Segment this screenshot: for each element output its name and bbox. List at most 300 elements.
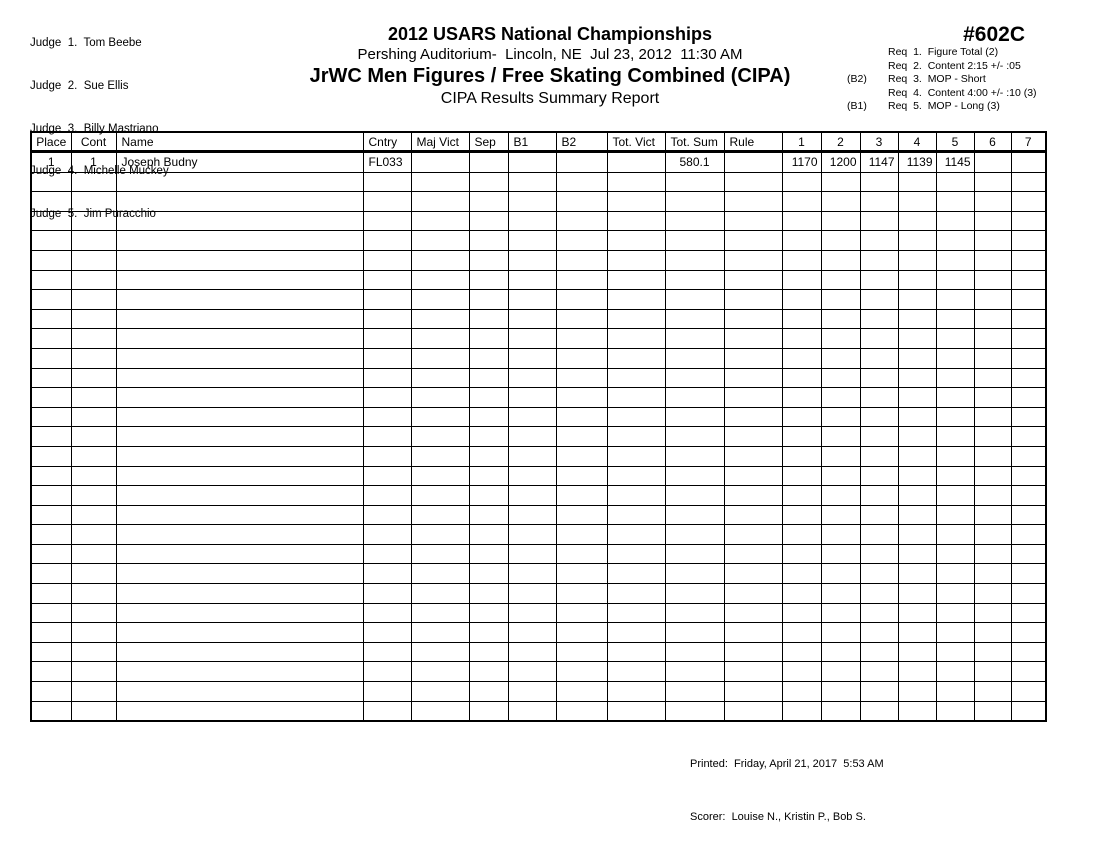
table-cell bbox=[469, 211, 508, 231]
table-cell bbox=[936, 427, 974, 447]
table-cell bbox=[508, 152, 556, 173]
table-cell bbox=[860, 388, 898, 408]
table-cell bbox=[974, 682, 1011, 702]
table-cell bbox=[821, 388, 860, 408]
column-header-6: 6 bbox=[974, 132, 1011, 152]
table-cell bbox=[821, 525, 860, 545]
table-cell bbox=[860, 329, 898, 349]
table-cell bbox=[936, 172, 974, 192]
table-cell bbox=[665, 544, 724, 564]
table-cell bbox=[556, 427, 607, 447]
table-cell bbox=[782, 525, 821, 545]
table-cell bbox=[411, 368, 469, 388]
table-cell bbox=[508, 466, 556, 486]
table-cell: 1145 bbox=[936, 152, 974, 173]
table-cell bbox=[71, 329, 116, 349]
table-cell bbox=[607, 623, 665, 643]
table-cell bbox=[724, 544, 782, 564]
table-cell bbox=[411, 662, 469, 682]
table-cell bbox=[1011, 290, 1046, 310]
table-cell bbox=[936, 388, 974, 408]
table-cell bbox=[974, 368, 1011, 388]
table-cell bbox=[974, 701, 1011, 721]
table-cell bbox=[607, 584, 665, 604]
table-cell bbox=[665, 231, 724, 251]
table-cell bbox=[469, 270, 508, 290]
table-cell bbox=[556, 466, 607, 486]
table-cell bbox=[724, 682, 782, 702]
table-cell bbox=[724, 525, 782, 545]
table-cell bbox=[469, 368, 508, 388]
table-cell bbox=[821, 446, 860, 466]
table-cell bbox=[782, 388, 821, 408]
table-cell bbox=[31, 701, 71, 721]
table-cell bbox=[860, 584, 898, 604]
venue-line: Pershing Auditorium- Lincoln, NE Jul 23, 2012 11:30 AM bbox=[357, 46, 743, 63]
table-cell bbox=[508, 701, 556, 721]
table-cell bbox=[469, 466, 508, 486]
table-cell bbox=[782, 623, 821, 643]
table-cell bbox=[116, 584, 363, 604]
table-cell bbox=[936, 544, 974, 564]
table-cell bbox=[665, 388, 724, 408]
table-cell bbox=[1011, 564, 1046, 584]
requirement-prefix: (B1) bbox=[847, 100, 867, 112]
table-cell bbox=[71, 192, 116, 212]
table-cell bbox=[936, 603, 974, 623]
table-cell bbox=[665, 466, 724, 486]
table-cell bbox=[860, 486, 898, 506]
table-cell bbox=[31, 388, 71, 408]
table-cell bbox=[782, 270, 821, 290]
table-cell bbox=[665, 329, 724, 349]
table-cell bbox=[411, 682, 469, 702]
table-cell bbox=[974, 427, 1011, 447]
table-cell bbox=[508, 564, 556, 584]
table-cell bbox=[469, 505, 508, 525]
table-cell bbox=[898, 250, 936, 270]
table-cell bbox=[821, 642, 860, 662]
table-cell bbox=[508, 231, 556, 251]
table-cell bbox=[607, 211, 665, 231]
empty-row bbox=[31, 603, 1046, 623]
table-cell bbox=[782, 682, 821, 702]
requirements-list bbox=[847, 46, 1039, 114]
table-cell bbox=[1011, 525, 1046, 545]
table-cell bbox=[71, 642, 116, 662]
table-cell bbox=[974, 172, 1011, 192]
table-cell bbox=[411, 329, 469, 349]
table-cell bbox=[469, 564, 508, 584]
table-cell bbox=[936, 466, 974, 486]
table-cell bbox=[1011, 466, 1046, 486]
table-cell bbox=[665, 250, 724, 270]
table-cell bbox=[31, 329, 71, 349]
table-cell bbox=[363, 603, 411, 623]
table-cell bbox=[556, 152, 607, 173]
column-header-sep: Sep bbox=[469, 132, 508, 152]
table-cell bbox=[116, 525, 363, 545]
table-cell bbox=[860, 290, 898, 310]
table-cell bbox=[607, 427, 665, 447]
table-cell bbox=[411, 486, 469, 506]
requirement-line bbox=[847, 100, 1039, 114]
table-cell bbox=[116, 290, 363, 310]
table-cell bbox=[898, 642, 936, 662]
table-cell bbox=[508, 544, 556, 564]
empty-row bbox=[31, 584, 1046, 604]
empty-row bbox=[31, 270, 1046, 290]
table-cell bbox=[1011, 270, 1046, 290]
table-cell bbox=[898, 682, 936, 702]
table-cell bbox=[31, 211, 71, 231]
table-cell bbox=[607, 603, 665, 623]
empty-row bbox=[31, 486, 1046, 506]
table-cell bbox=[556, 290, 607, 310]
table-cell bbox=[1011, 486, 1046, 506]
table-cell bbox=[556, 192, 607, 212]
table-header-row bbox=[31, 132, 1046, 152]
table-cell bbox=[556, 682, 607, 702]
table-cell bbox=[508, 270, 556, 290]
table-cell bbox=[782, 701, 821, 721]
table-cell bbox=[363, 505, 411, 525]
table-cell bbox=[31, 564, 71, 584]
requirement-text: Req 2. Content 2:15 +/- :05 bbox=[888, 59, 1021, 72]
table-cell bbox=[936, 446, 974, 466]
table-cell bbox=[469, 348, 508, 368]
column-header-maj-vict: Maj Vict bbox=[411, 132, 469, 152]
table-cell bbox=[936, 211, 974, 231]
table-cell bbox=[665, 662, 724, 682]
table-cell bbox=[363, 446, 411, 466]
table-cell bbox=[898, 701, 936, 721]
table-cell bbox=[974, 564, 1011, 584]
judge-line: Judge 2. Sue Ellis bbox=[30, 80, 129, 93]
table-cell: 1147 bbox=[860, 152, 898, 173]
table-cell bbox=[724, 348, 782, 368]
table-cell bbox=[724, 505, 782, 525]
table-cell bbox=[860, 525, 898, 545]
table-cell bbox=[469, 446, 508, 466]
column-header-place: Place bbox=[31, 132, 71, 152]
table-cell bbox=[556, 564, 607, 584]
table-cell bbox=[821, 623, 860, 643]
table-cell bbox=[363, 388, 411, 408]
table-cell bbox=[556, 309, 607, 329]
table-cell bbox=[607, 525, 665, 545]
table-cell bbox=[508, 211, 556, 231]
column-header-cont: Cont bbox=[71, 132, 116, 152]
table-cell bbox=[936, 662, 974, 682]
table-cell bbox=[665, 486, 724, 506]
table-cell bbox=[607, 388, 665, 408]
table-cell bbox=[974, 603, 1011, 623]
table-cell bbox=[1011, 231, 1046, 251]
table-cell bbox=[860, 466, 898, 486]
event-number: #602C bbox=[963, 23, 1025, 46]
table-cell bbox=[974, 348, 1011, 368]
table-cell bbox=[898, 407, 936, 427]
table-cell bbox=[860, 662, 898, 682]
table-cell bbox=[508, 584, 556, 604]
table-cell bbox=[821, 270, 860, 290]
table-cell bbox=[936, 368, 974, 388]
table-cell bbox=[724, 388, 782, 408]
table-cell bbox=[724, 662, 782, 682]
table-cell bbox=[974, 525, 1011, 545]
table-cell bbox=[556, 172, 607, 192]
table-cell bbox=[116, 486, 363, 506]
table-cell bbox=[860, 368, 898, 388]
table-cell bbox=[1011, 348, 1046, 368]
table-cell bbox=[556, 486, 607, 506]
table-cell bbox=[821, 290, 860, 310]
table-cell bbox=[974, 623, 1011, 643]
table-cell bbox=[607, 368, 665, 388]
table-cell bbox=[31, 231, 71, 251]
table-cell bbox=[363, 211, 411, 231]
table-cell bbox=[556, 544, 607, 564]
table-cell bbox=[665, 505, 724, 525]
table-cell bbox=[508, 290, 556, 310]
table-cell bbox=[1011, 682, 1046, 702]
table-cell bbox=[860, 505, 898, 525]
table-cell bbox=[607, 250, 665, 270]
table-cell bbox=[31, 544, 71, 564]
column-header-2: 2 bbox=[821, 132, 860, 152]
table-cell bbox=[71, 368, 116, 388]
table-cell bbox=[411, 407, 469, 427]
table-cell bbox=[782, 368, 821, 388]
table-cell bbox=[469, 486, 508, 506]
table-cell bbox=[363, 642, 411, 662]
table-cell bbox=[556, 407, 607, 427]
table-cell bbox=[821, 584, 860, 604]
table-cell bbox=[607, 446, 665, 466]
table-cell bbox=[821, 348, 860, 368]
table-cell bbox=[974, 407, 1011, 427]
table-cell bbox=[556, 368, 607, 388]
table-cell bbox=[71, 250, 116, 270]
table-cell bbox=[936, 348, 974, 368]
table-cell bbox=[724, 309, 782, 329]
table-cell: 1200 bbox=[821, 152, 860, 173]
table-cell bbox=[898, 309, 936, 329]
table-cell bbox=[31, 407, 71, 427]
table-cell bbox=[1011, 368, 1046, 388]
table-cell bbox=[724, 250, 782, 270]
event-info-block bbox=[847, 24, 1039, 114]
table-cell bbox=[469, 407, 508, 427]
table-cell bbox=[860, 407, 898, 427]
table-cell bbox=[607, 152, 665, 173]
empty-row bbox=[31, 250, 1046, 270]
table-cell bbox=[116, 309, 363, 329]
table-cell bbox=[936, 525, 974, 545]
table-cell bbox=[508, 682, 556, 702]
column-header-name: Name bbox=[116, 132, 363, 152]
requirement-prefix bbox=[847, 60, 888, 74]
table-cell bbox=[71, 525, 116, 545]
requirement-text: Req 4. Content 4:00 +/- :10 (3) bbox=[888, 86, 1037, 99]
table-cell bbox=[116, 682, 363, 702]
table-cell bbox=[508, 446, 556, 466]
table-cell bbox=[860, 192, 898, 212]
table-cell bbox=[974, 329, 1011, 349]
table-cell bbox=[607, 505, 665, 525]
table-cell bbox=[724, 466, 782, 486]
table-cell bbox=[469, 544, 508, 564]
table-cell bbox=[974, 544, 1011, 564]
empty-row bbox=[31, 623, 1046, 643]
table-cell bbox=[860, 270, 898, 290]
table-cell bbox=[607, 564, 665, 584]
table-cell bbox=[974, 290, 1011, 310]
table-cell bbox=[665, 584, 724, 604]
table-cell bbox=[821, 662, 860, 682]
table-cell bbox=[607, 290, 665, 310]
empty-row bbox=[31, 329, 1046, 349]
table-cell bbox=[71, 407, 116, 427]
table-cell bbox=[724, 231, 782, 251]
table-cell bbox=[821, 368, 860, 388]
table-cell bbox=[898, 270, 936, 290]
table-cell bbox=[782, 290, 821, 310]
table-cell bbox=[469, 329, 508, 349]
empty-row bbox=[31, 525, 1046, 545]
table-cell bbox=[974, 388, 1011, 408]
table-cell bbox=[860, 544, 898, 564]
table-cell bbox=[665, 682, 724, 702]
table-cell bbox=[411, 701, 469, 721]
table-cell bbox=[1011, 388, 1046, 408]
table-cell bbox=[821, 172, 860, 192]
table-cell bbox=[821, 192, 860, 212]
table-cell bbox=[898, 623, 936, 643]
table-cell bbox=[71, 623, 116, 643]
table-cell bbox=[411, 172, 469, 192]
table-cell bbox=[898, 290, 936, 310]
table-cell bbox=[116, 368, 363, 388]
table-cell bbox=[116, 701, 363, 721]
table-cell bbox=[724, 329, 782, 349]
table-cell bbox=[469, 192, 508, 212]
table-cell bbox=[116, 642, 363, 662]
empty-row bbox=[31, 172, 1046, 192]
empty-row bbox=[31, 309, 1046, 329]
table-cell bbox=[116, 623, 363, 643]
table-cell bbox=[508, 348, 556, 368]
table-cell bbox=[1011, 642, 1046, 662]
table-cell bbox=[556, 211, 607, 231]
requirement-prefix bbox=[847, 46, 888, 60]
table-cell bbox=[607, 270, 665, 290]
table-cell bbox=[782, 329, 821, 349]
table-cell bbox=[31, 662, 71, 682]
table-cell bbox=[116, 348, 363, 368]
table-cell bbox=[363, 525, 411, 545]
table-cell bbox=[71, 388, 116, 408]
table-cell bbox=[782, 505, 821, 525]
table-cell bbox=[821, 682, 860, 702]
table-cell bbox=[607, 544, 665, 564]
table-cell bbox=[363, 368, 411, 388]
table-cell bbox=[936, 270, 974, 290]
table-cell bbox=[974, 152, 1011, 173]
table-cell bbox=[936, 701, 974, 721]
table-cell bbox=[411, 642, 469, 662]
table-cell bbox=[508, 172, 556, 192]
table-cell bbox=[116, 662, 363, 682]
column-header-4: 4 bbox=[898, 132, 936, 152]
table-cell bbox=[782, 250, 821, 270]
table-cell bbox=[469, 172, 508, 192]
table-cell bbox=[363, 584, 411, 604]
requirement-line bbox=[847, 73, 1039, 87]
table-cell bbox=[116, 466, 363, 486]
table-cell bbox=[469, 642, 508, 662]
empty-row bbox=[31, 505, 1046, 525]
table-cell bbox=[936, 192, 974, 212]
table-cell bbox=[31, 603, 71, 623]
table-cell bbox=[363, 309, 411, 329]
table-cell bbox=[508, 388, 556, 408]
table-cell bbox=[724, 172, 782, 192]
table-cell bbox=[1011, 152, 1046, 173]
championship-title: 2012 USARS National Championships bbox=[387, 24, 713, 44]
table-cell bbox=[116, 211, 363, 231]
table-cell bbox=[936, 329, 974, 349]
table-cell bbox=[71, 486, 116, 506]
table-cell bbox=[31, 486, 71, 506]
table-cell bbox=[116, 329, 363, 349]
table-cell bbox=[724, 270, 782, 290]
table-cell bbox=[556, 662, 607, 682]
table-cell bbox=[116, 172, 363, 192]
table-cell bbox=[782, 172, 821, 192]
table-cell bbox=[898, 564, 936, 584]
table-cell bbox=[1011, 505, 1046, 525]
table-cell bbox=[71, 270, 116, 290]
table-cell bbox=[363, 192, 411, 212]
table-cell bbox=[116, 231, 363, 251]
table-cell bbox=[607, 486, 665, 506]
table-cell bbox=[71, 231, 116, 251]
table-cell bbox=[782, 309, 821, 329]
table-cell bbox=[821, 466, 860, 486]
empty-row bbox=[31, 662, 1046, 682]
empty-row bbox=[31, 290, 1046, 310]
table-cell bbox=[665, 701, 724, 721]
table-cell bbox=[469, 623, 508, 643]
table-cell bbox=[974, 250, 1011, 270]
table-cell bbox=[469, 309, 508, 329]
table-cell bbox=[71, 466, 116, 486]
table-cell bbox=[936, 564, 974, 584]
table-cell bbox=[936, 250, 974, 270]
table-cell bbox=[782, 466, 821, 486]
table-cell bbox=[898, 662, 936, 682]
requirement-line bbox=[847, 87, 1039, 101]
table-cell bbox=[469, 603, 508, 623]
table-cell: 1 bbox=[31, 152, 71, 173]
table-cell bbox=[974, 231, 1011, 251]
table-cell bbox=[411, 603, 469, 623]
table-cell bbox=[724, 584, 782, 604]
table-cell bbox=[469, 290, 508, 310]
table-cell bbox=[116, 192, 363, 212]
